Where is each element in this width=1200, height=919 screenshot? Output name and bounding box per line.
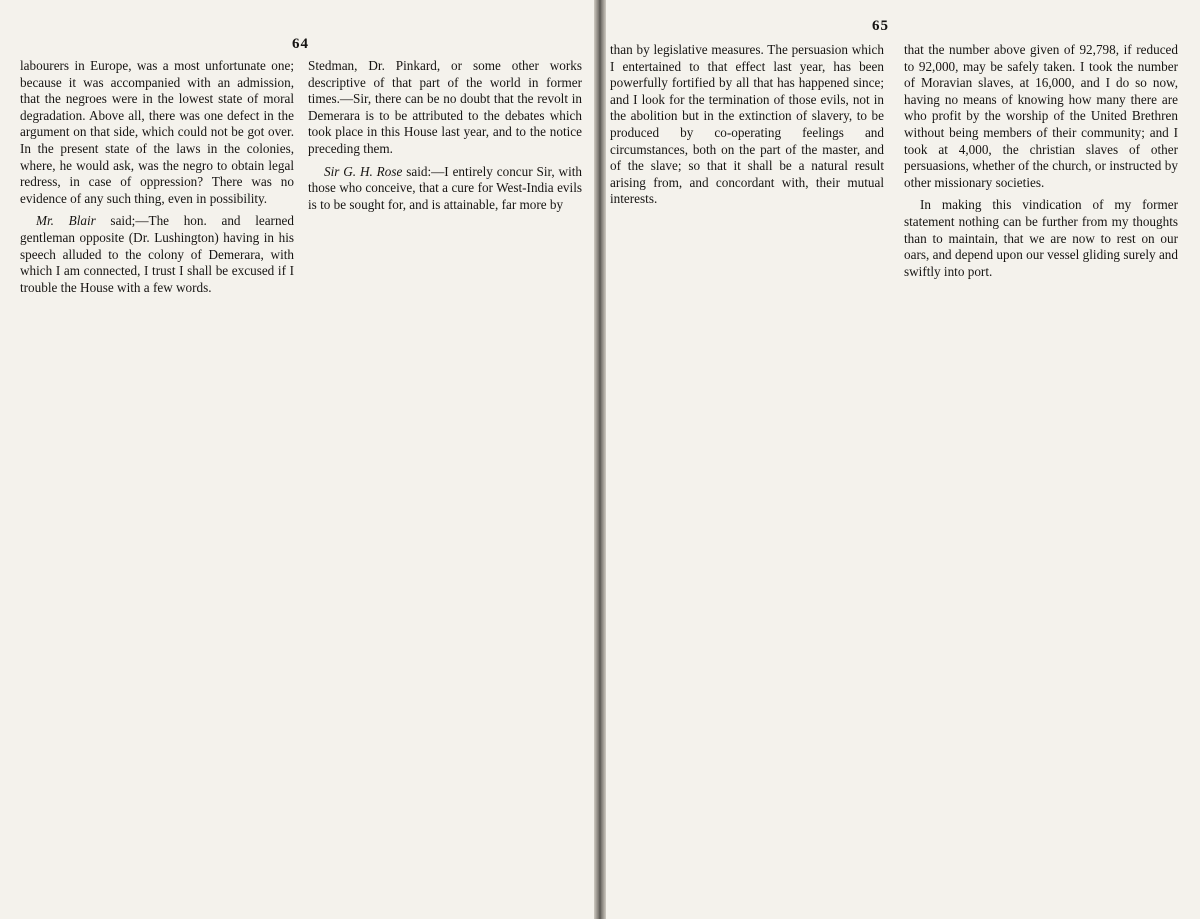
column-b-speech-paragraph (308, 164, 582, 214)
right-page (604, 0, 1200, 919)
speaker-name-blair: Mr. Blair (36, 213, 96, 229)
column-a-opening: labourers in Europe, was a most unfortunate one; because it was accompanied with an admission, that the negroes were in the lowest state of moral degradation. Above all, there was one defect in the argument on that side, which could not be got over. In the present state of the laws in the colonies, where, he would ask, was the negro to obtain legal redress, in case of oppression? There was no evidence of any such thing, even in possibility. (20, 58, 294, 206)
column-a-speech-paragraph (20, 213, 294, 296)
column-a (20, 58, 294, 908)
column-d-opening: that the number above given of 92,798, if reduced to 92,000, may be safely taken. I took the number of Moravian slaves, at 16,000, and I do so now, having no means of knowing how many there are who profit by the worship of the United Brethren without being members of their community; and I took at 4,000, the christian slaves of other persuasions, whether of the church, or instructed by other missionary societies. (904, 42, 1178, 190)
column-c (610, 42, 884, 892)
column-b-opening: Stedman, Dr. Pinkard, or some other works descriptive of that part of the world in former times.—Sir, there can be no doubt that the revolt in Demerara is to be attributed to the debates which took place in this House last year, and to the notice preceding them. (308, 58, 582, 156)
column-c-opening: than by legislative measures. The persuasion which I entertained to that effect last year, has been powerfully fortified by all that has happened since; and I look for the termination of those evils, not in the abolition but in the extinction of slavery, to be produced by co-operating feelings and circumstances, both on the part of the master, and of the slave; so that it shall be a natural result arising from, and concordant with, their mutual interests. (610, 42, 884, 207)
page-number-right: 65 (872, 18, 889, 34)
page-number-left: 64 (292, 36, 309, 52)
left-page (0, 0, 596, 919)
column-b (308, 58, 582, 908)
speech-text-rose: said:—I entirely concur Sir, with those who conceive, that a cure for West-India evils is to be sought for, and is attainable, far more by (308, 163, 582, 212)
column-d (904, 42, 1178, 892)
speaker-name-rose: Sir G. H. Rose (324, 163, 403, 179)
column-d-paragraph-2: In making this vindication of my former statement nothing can be further from my thoughts than to maintain, that we are now to rest on our oars, and depend upon our vessel gliding surely and swiftly into port. (904, 197, 1178, 279)
speech-text-blair: said;—The hon. and learned gentleman opposite (Dr. Lushington) having in his speech alluded to the colony of Demerara, with which I am connected, I trust I shall be excused if I trouble the House with a few words. (20, 213, 294, 295)
